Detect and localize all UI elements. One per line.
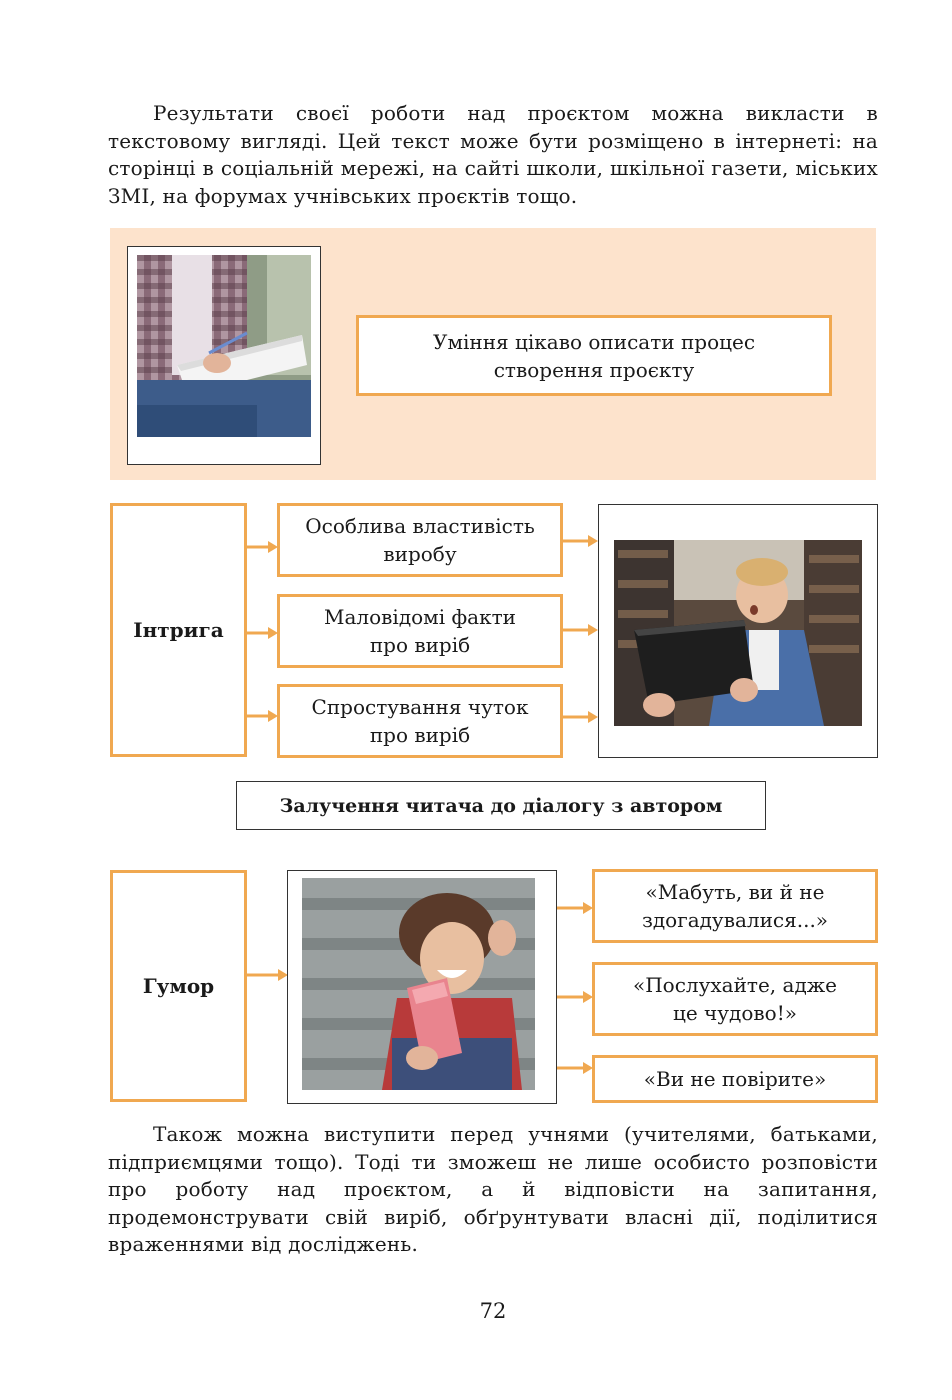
photo-writing-image <box>137 255 311 437</box>
intrigue-item-3 <box>277 684 563 758</box>
humor-arrow-3-out <box>557 1062 593 1074</box>
intrigue-item-1 <box>277 503 563 577</box>
skill-box <box>356 315 832 396</box>
intrigue-item-1-line1: Особлива властивість <box>305 514 535 538</box>
skill-box-line2: створення проєкту <box>493 357 695 382</box>
page-number: 72 <box>479 1299 507 1323</box>
humor-arrow-2-out <box>557 991 593 1003</box>
humor-label-box <box>110 870 247 1102</box>
humor-label: Гумор <box>142 974 215 998</box>
intrigue-item-2 <box>277 594 563 668</box>
intrigue-label-box <box>110 503 247 757</box>
photo-humor-image <box>302 878 535 1090</box>
intrigue-item-3-line2: про виріб <box>369 723 471 747</box>
intrigue-item-2-line2: про виріб <box>369 633 471 657</box>
humor-item-1-line2: здогадувалися...» <box>641 908 829 932</box>
humor-item-2-line1: «Послухайте, адже <box>632 973 837 997</box>
intrigue-item-2-line1: Маловідомі факти <box>324 605 516 629</box>
humor-item-3 <box>592 1055 878 1103</box>
photo-humor-frame <box>287 870 557 1104</box>
intrigue-label: Інтрига <box>133 618 224 642</box>
intrigue-arrow-1-out <box>562 535 598 547</box>
intrigue-item-1-line2: виробу <box>383 542 457 566</box>
humor-item-1-line1: «Мабуть, ви й не <box>645 880 825 904</box>
humor-item-2-line2: це чудово!» <box>673 1001 797 1025</box>
intrigue-arrow-3-out <box>562 711 598 723</box>
photo-writing-frame <box>127 246 321 465</box>
intrigue-arrow-1-in <box>246 541 278 553</box>
intrigue-item-3-line1: Спростування чуток <box>311 695 529 719</box>
humor-item-2 <box>592 962 878 1036</box>
skill-box-line1: Уміння цікаво описати процес <box>432 329 756 354</box>
humor-item-3-line1: «Ви не повірите» <box>643 1067 827 1091</box>
photo-reader-image <box>614 540 862 726</box>
intrigue-arrow-3-in <box>246 710 278 722</box>
intrigue-arrow-2-in <box>246 627 278 639</box>
humor-item-1 <box>592 869 878 943</box>
engagement-box <box>236 781 766 830</box>
photo-reader-frame <box>598 504 878 758</box>
humor-arrow-in <box>246 969 288 981</box>
humor-arrow-1-out <box>557 902 593 914</box>
intro-paragraph: Результати своєї роботи над проєктом можна викласти в текстовому вигляді. Цей текст може бути розміщено в інтернеті: на сторінці в соціальній мережі, на сайті школи, шкільної газети, міських ЗМІ, на форумах учнівських проєктів тощо. <box>108 101 878 208</box>
engagement-label: Залучення читача до діалогу з автором <box>279 794 723 817</box>
closing-paragraph: Також можна виступити перед учнями (учителями, батьками, підприємцями тощо). Тоді ти зможеш не лише особисто розповісти про роботу над проєктом, а й відповісти на запитання, продемонструвати свій виріб, обґрунтувати власні дії, поділитися враженнями від досліджень. <box>108 1122 878 1256</box>
intrigue-arrow-2-out <box>562 624 598 636</box>
